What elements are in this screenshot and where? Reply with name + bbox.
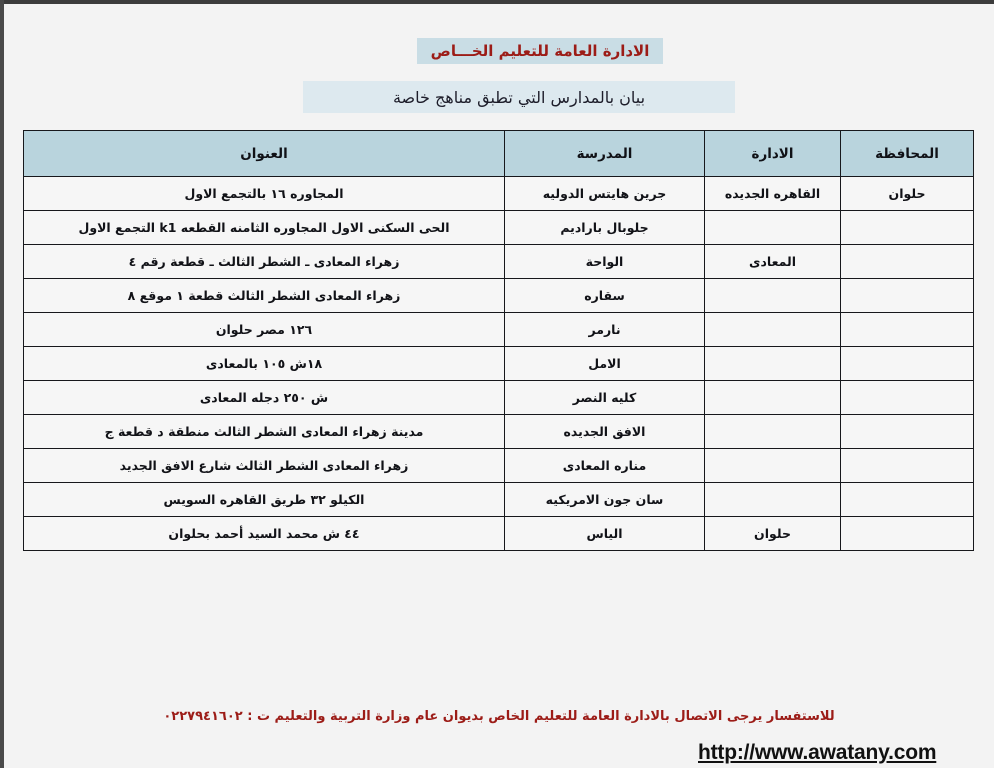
table-row — [24, 245, 974, 279]
cell-idara: القاهره الجديده — [705, 177, 841, 211]
cell-madrasa: الياس — [505, 517, 705, 551]
cell-onwan: ١٢٦ مصر حلوان — [24, 313, 505, 347]
cell-madrasa: الواحة — [505, 245, 705, 279]
cell-madrasa: سان جون الامريكيه — [505, 483, 705, 517]
cell-onwan: المجاوره ١٦ بالتجمع الاول — [24, 177, 505, 211]
cell-idara — [705, 211, 841, 245]
cell-madrasa: جرين هايتس الدوليه — [505, 177, 705, 211]
cell-onwan: ش ٢٥٠ دجله المعادى — [24, 381, 505, 415]
cell-onwan: زهراء المعادى الشطر الثالث شارع الافق الجديد — [24, 449, 505, 483]
schools-table — [23, 130, 974, 551]
table-row — [24, 449, 974, 483]
footer-contact-note: للاستفسار يرجى الاتصال بالادارة العامة للتعليم الخاص بديوان عام وزارة التربية والتعليم ت : ٠٢٢٧٩٤١٦٠٢ — [163, 709, 835, 724]
cell-muhafza: حلوان — [841, 177, 974, 211]
cell-muhafza — [841, 483, 974, 517]
column-header-madrasa: المدرسة — [505, 131, 705, 177]
cell-onwan: ٤٤ ش محمد السيد أحمد بحلوان — [24, 517, 505, 551]
cell-muhafza — [841, 245, 974, 279]
cell-idara — [705, 449, 841, 483]
cell-madrasa: جلوبال باراديم — [505, 211, 705, 245]
cell-muhafza — [841, 313, 974, 347]
watermark-url: http://www.awatany.com — [698, 741, 937, 764]
cell-idara — [705, 347, 841, 381]
table-row — [24, 381, 974, 415]
cell-idara: حلوان — [705, 517, 841, 551]
cell-onwan: الحى السكنى الاول المجاوره الثامنه القطعه k1 التجمع الاول — [24, 211, 505, 245]
table-row — [24, 279, 974, 313]
column-header-idara: الادارة — [705, 131, 841, 177]
cell-idara — [705, 483, 841, 517]
cell-madrasa: سقاره — [505, 279, 705, 313]
document-sheet — [4, 4, 994, 768]
document-subtitle-band — [303, 81, 735, 113]
cell-muhafza — [841, 279, 974, 313]
cell-madrasa: مناره المعادى — [505, 449, 705, 483]
table-row — [24, 415, 974, 449]
cell-onwan: الكيلو ٣٢ طريق القاهره السويس — [24, 483, 505, 517]
cell-idara — [705, 279, 841, 313]
table-row — [24, 177, 974, 211]
cell-madrasa: الامل — [505, 347, 705, 381]
cell-muhafza — [841, 211, 974, 245]
schools-table-container — [24, 130, 974, 551]
cell-idara: المعادى — [705, 245, 841, 279]
cell-muhafza — [841, 347, 974, 381]
cell-idara — [705, 381, 841, 415]
table-row — [24, 211, 974, 245]
cell-onwan: ١٨ش ١٠٥ بالمعادى — [24, 347, 505, 381]
table-row — [24, 347, 974, 381]
page-subtitle: بيان بالمدارس التي تطبق مناهج خاصة — [392, 87, 646, 107]
cell-madrasa: نارمر — [505, 313, 705, 347]
cell-madrasa: كليه النصر — [505, 381, 705, 415]
table-row — [24, 483, 974, 517]
cell-onwan: زهراء المعادى ـ الشطر الثالث ـ قطعة رقم ٤ — [24, 245, 505, 279]
column-header-muhafza: المحافظة — [841, 131, 974, 177]
page-title: الادارة العامة للتعليم الخـــاص — [430, 42, 650, 60]
cell-onwan: زهراء المعادى الشطر الثالث قطعة ١ موقع ٨ — [24, 279, 505, 313]
table-row — [24, 313, 974, 347]
cell-idara — [705, 313, 841, 347]
cell-muhafza — [841, 415, 974, 449]
document-title-band — [417, 38, 663, 64]
table-header-row — [24, 131, 974, 177]
table-row — [24, 517, 974, 551]
cell-idara — [705, 415, 841, 449]
cell-onwan: مدينة زهراء المعادى الشطر الثالث منطقة د قطعة ج — [24, 415, 505, 449]
cell-muhafza — [841, 449, 974, 483]
cell-muhafza — [841, 517, 974, 551]
column-header-onwan: العنوان — [24, 131, 505, 177]
schools-table-body — [24, 131, 974, 551]
cell-muhafza — [841, 381, 974, 415]
cell-madrasa: الافق الجديده — [505, 415, 705, 449]
